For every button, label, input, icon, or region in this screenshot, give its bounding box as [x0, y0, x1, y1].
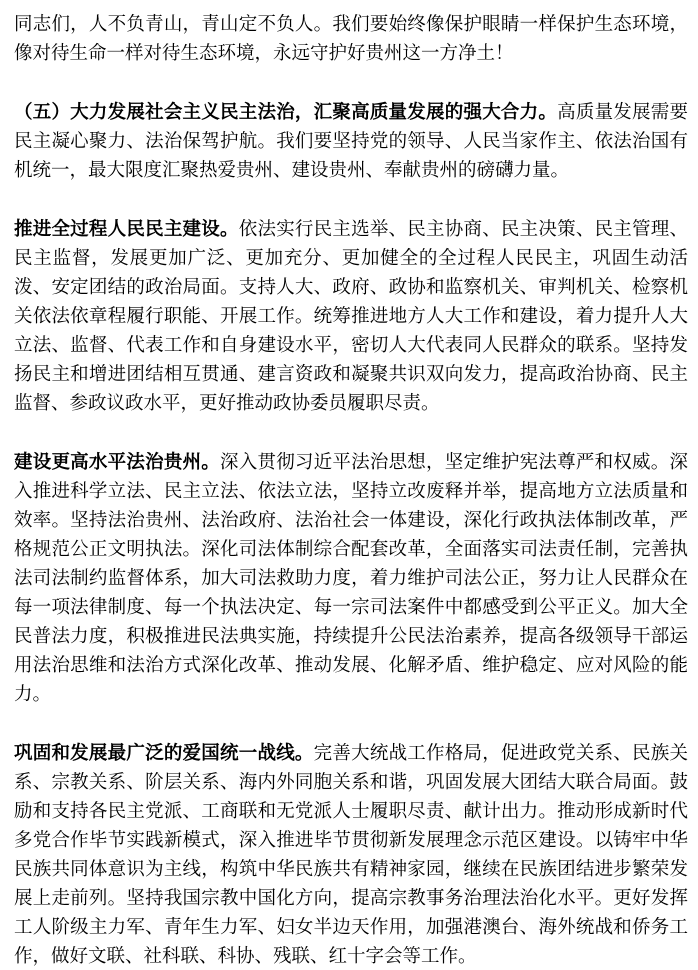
paragraph-5-lead: 巩固和发展最广泛的爱国统一战线。 [14, 742, 314, 763]
paragraph-3 [14, 214, 688, 417]
paragraph-4 [14, 447, 688, 708]
paragraph-5-body: 完善大统战工作格局，促进政党关系、民族关系、宗教关系、阶层关系、海内外同胞关系和谐，巩固发展大团结大联合局面。鼓励和支持各民主党派、工商联和无党派人士履职尽责、献计出力。推动形成新时代多党合作毕节实践新模式，深入推进毕节贯彻新发展理念示范区建设。以铸牢中华民族共同体意识为主线，构筑中华民族共有精神家园，继续在民族团结进步繁荣发展上走前列。坚持我国宗教中国化方向，提高宗教事务治理法治化水平。更好发挥工人阶级主力军、青年生力军、妇女半边天作用，加强港澳台、海外统战和侨务工作，做好文联、社科联、科协、残联、红十字会等工作。 [14, 742, 688, 966]
paragraph-3-body: 依法实行民主选举、民主协商、民主决策、民主管理、民主监督，发展更加广泛、更加充分、更加健全的全过程人民民主，巩固生动活泼、安定团结的政治局面。支持人大、政府、政协和监察机关、审判机关、检察机关依法依章程履行职能、开展工作。统筹推进地方人大工作和建设，着力提升人大立法、监督、代表工作和自身建设水平，密切人大代表同人民群众的联系。坚持发扬民主和增进团结相互贯通、建言资政和凝聚共识双向发力，提高政治协商、民主监督、参政议政水平，更好推动政协委员履职尽责。 [14, 218, 688, 413]
paragraph-4-body: 深入贯彻习近平法治思想，坚定维护宪法尊严和权威。深入推进科学立法、民主立法、依法立法，坚持立改废释并举，提高地方立法质量和效率。坚持法治贵州、法治政府、法治社会一体建设，深化行政执法体制改革，严格规范公正文明执法。深化司法体制综合配套改革，全面落实司法责任制，完善执法司法制约监督体系，加大司法救助力度，着力维护司法公正，努力让人民群众在每一项法律制度、每一个执法决定、每一宗司法案件中都感受到公平正义。加大全民普法力度，积极推进民法典实施，持续提升公民法治素养，提高各级领导干部运用法治思维和法治方式深化改革、推动发展、化解矛盾、维护稳定、应对风险的能力。 [14, 451, 688, 704]
paragraph-4-lead: 建设更高水平法治贵州。 [14, 451, 221, 472]
paragraph-2 [14, 97, 688, 184]
paragraph-2-lead: （五）大力发展社会主义民主法治，汇聚高质量发展的强大合力。 [14, 101, 558, 122]
paragraph-1 [14, 9, 688, 67]
paragraph-1-body: 同志们，人不负青山，青山定不负人。我们要始终像保护眼睛一样保护生态环境，像对待生命一样对待生态环境，永远守护好贵州这一方净土！ [14, 13, 688, 63]
paragraph-3-lead: 推进全过程人民民主建设。 [14, 218, 239, 239]
paragraph-2-body: 高质量发展需要民主凝心聚力、法治保驾护航。我们要坚持党的领导、人民当家作主、依法治国有机统一，最大限度汇聚热爱贵州、建设贵州、奉献贵州的磅礴力量。 [14, 101, 688, 180]
paragraph-5 [14, 738, 688, 970]
